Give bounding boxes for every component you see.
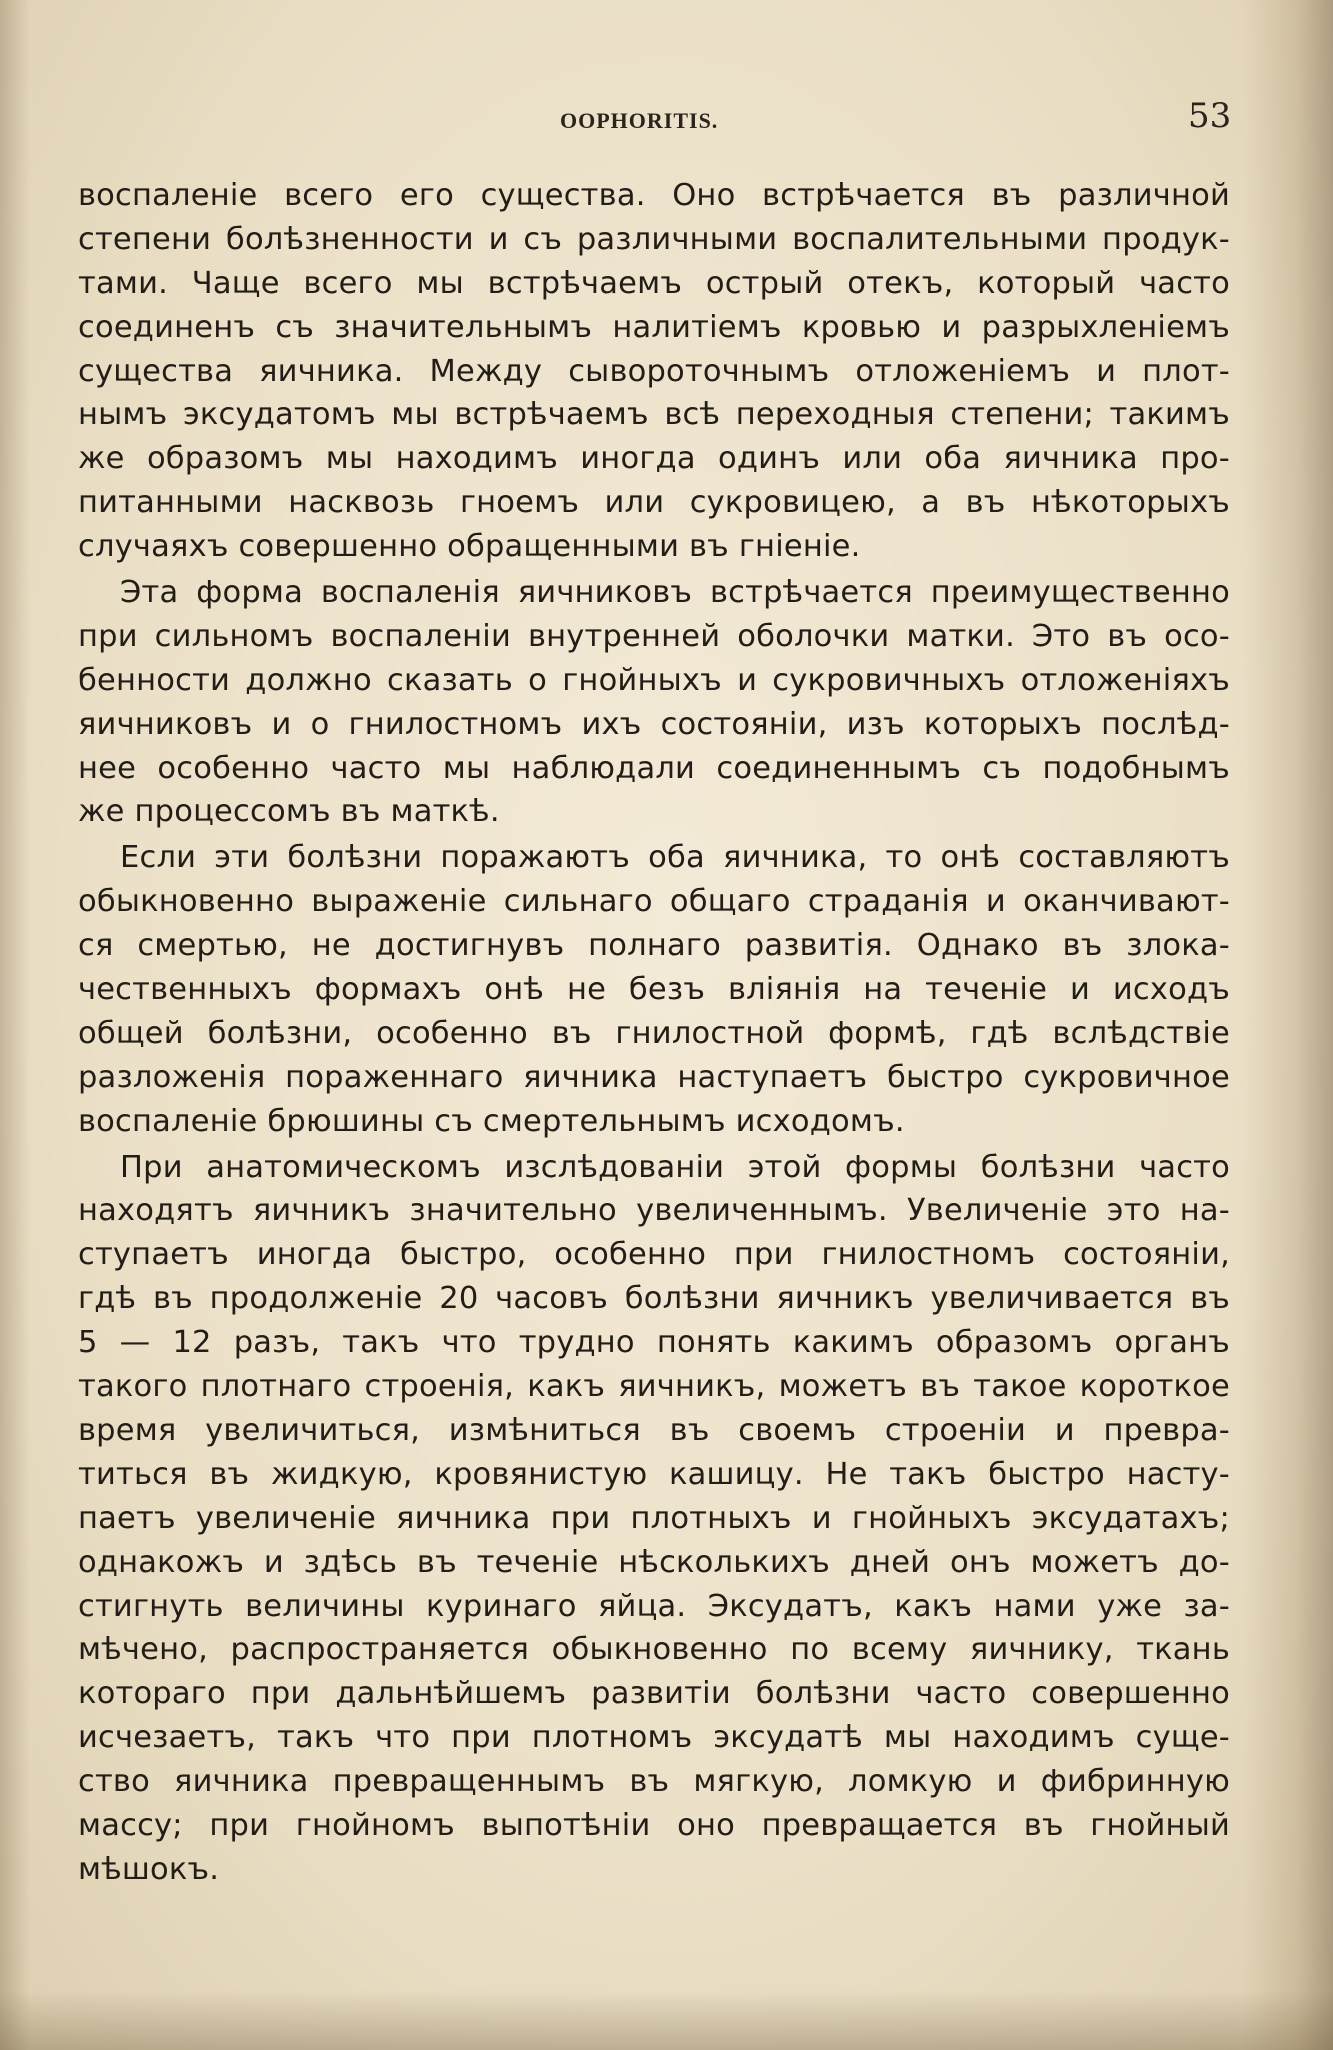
- text-line: гдѣ въ продолженіе 20 часовъ болѣзни яичникъ увеличивается въ: [78, 1281, 1230, 1317]
- text-line: общей болѣзни, особенно въ гнилостной формѣ, гдѣ вслѣдствіе: [78, 1015, 1230, 1051]
- text-line: при сильномъ воспаленіи внутренней оболочки матки. Это въ осо-: [78, 618, 1230, 654]
- body-text: [78, 174, 1230, 1892]
- paragraph: [78, 1146, 1230, 1892]
- text-line: При анатомическомъ изслѣдованіи этой формы болѣзни часто: [120, 1149, 1230, 1185]
- page-gutter-shadow: [1243, 0, 1333, 2050]
- text-line: время увеличиться, измѣниться въ своемъ строеніи и превра-: [78, 1412, 1230, 1448]
- text-line: котораго при дальнѣйшемъ развитіи болѣзни часто совершенно: [78, 1676, 1230, 1712]
- paragraph: [78, 174, 1230, 569]
- text-line: разложенія пораженнаго яичника наступаетъ быстро сукровичное: [78, 1059, 1230, 1095]
- text-line: тами. Чаще всего мы встрѣчаемъ острый отекъ, который часто: [78, 265, 1230, 301]
- paragraph: [78, 571, 1230, 834]
- text-line: же процессомъ въ маткѣ.: [78, 794, 500, 830]
- text-line: случаяхъ совершенно обращенными въ гніеніе.: [78, 529, 861, 565]
- text-line: однакожъ и здѣсь въ теченіе нѣсколькихъ дней онъ можетъ до-: [78, 1544, 1230, 1580]
- text-line: обыкновенно выраженіе сильнаго общаго страданія и оканчивают-: [78, 884, 1230, 920]
- text-line: же образомъ мы находимъ иногда одинъ или оба яичника про-: [78, 441, 1230, 477]
- text-line: 5 — 12 разъ, такъ что трудно понять какимъ образомъ органъ: [78, 1325, 1230, 1361]
- text-line: такого плотнаго строенія, какъ яичникъ, можетъ въ такое короткое: [78, 1369, 1230, 1405]
- text-line: ство яичника превращеннымъ въ мягкую, ломкую и фибринную: [78, 1764, 1230, 1800]
- text-line: Эта форма воспаленія яичниковъ встрѣчается преимущественно: [120, 575, 1230, 611]
- text-line: стигнуть величины куринаго яйца. Эксудатъ, какъ нами уже за-: [78, 1588, 1230, 1624]
- text-line: мѣчено, распространяется обыкновенно по всему яичнику, ткань: [78, 1632, 1230, 1668]
- paragraph: [78, 836, 1230, 1143]
- text-line: яичниковъ и о гнилостномъ ихъ состояніи, изъ которыхъ послѣд-: [78, 706, 1230, 742]
- running-title: OOPHORITIS.: [560, 108, 719, 133]
- text-line: соединенъ съ значительнымъ налитіемъ кровью и разрыхленіемъ: [78, 309, 1230, 345]
- text-line: находятъ яичникъ значительно увеличеннымъ. Увеличеніе это на-: [78, 1193, 1230, 1229]
- page-left-shadow: [0, 0, 30, 2050]
- text-line: ступаетъ иногда быстро, особенно при гнилостномъ состояніи,: [78, 1237, 1230, 1273]
- text-line: существа яичника. Между сывороточнымъ отложеніемъ и плот-: [78, 353, 1230, 389]
- page-bottom-shadow: [0, 1990, 1333, 2050]
- text-line: воспаленіе брюшины съ смертельнымъ исходомъ.: [78, 1103, 905, 1139]
- text-line: паетъ увеличеніе яичника при плотныхъ и гнойныхъ эксудатахъ;: [78, 1500, 1230, 1536]
- text-line: исчезаетъ, такъ что при плотномъ эксудатѣ мы находимъ суще-: [78, 1720, 1230, 1756]
- text-line: ся смертью, не достигнувъ полнаго развитія. Однако въ злока-: [78, 928, 1230, 964]
- text-line: нымъ эксудатомъ мы встрѣчаемъ всѣ переходныя степени; такимъ: [78, 397, 1230, 433]
- text-line: воспаленіе всего его существа. Оно встрѣчается въ различной: [78, 178, 1230, 213]
- text-line: чественныхъ формахъ онѣ не безъ вліянія на теченіе и исходъ: [78, 972, 1230, 1008]
- text-line: нее особенно часто мы наблюдали соединеннымъ съ подобнымъ: [78, 750, 1230, 786]
- text-line: массу; при гнойномъ выпотѣніи оно превращается въ гнойный: [78, 1807, 1230, 1843]
- text-line: титься въ жидкую, кровянистую кашицу. Не такъ быстро насту-: [78, 1456, 1230, 1492]
- page-number: 53: [1188, 96, 1232, 136]
- text-line: питанными насквозь гноемъ или сукровицею, а въ нѣкоторыхъ: [78, 485, 1230, 521]
- text-line: мѣшокъ.: [78, 1851, 220, 1887]
- text-line: бенности должно сказать о гнойныхъ и сукровичныхъ отложеніяхъ: [78, 662, 1230, 698]
- text-line: степени болѣзненности и съ различными воспалительными продук-: [78, 221, 1230, 257]
- text-line: Если эти болѣзни поражаютъ оба яичника, то онѣ составляютъ: [120, 840, 1230, 876]
